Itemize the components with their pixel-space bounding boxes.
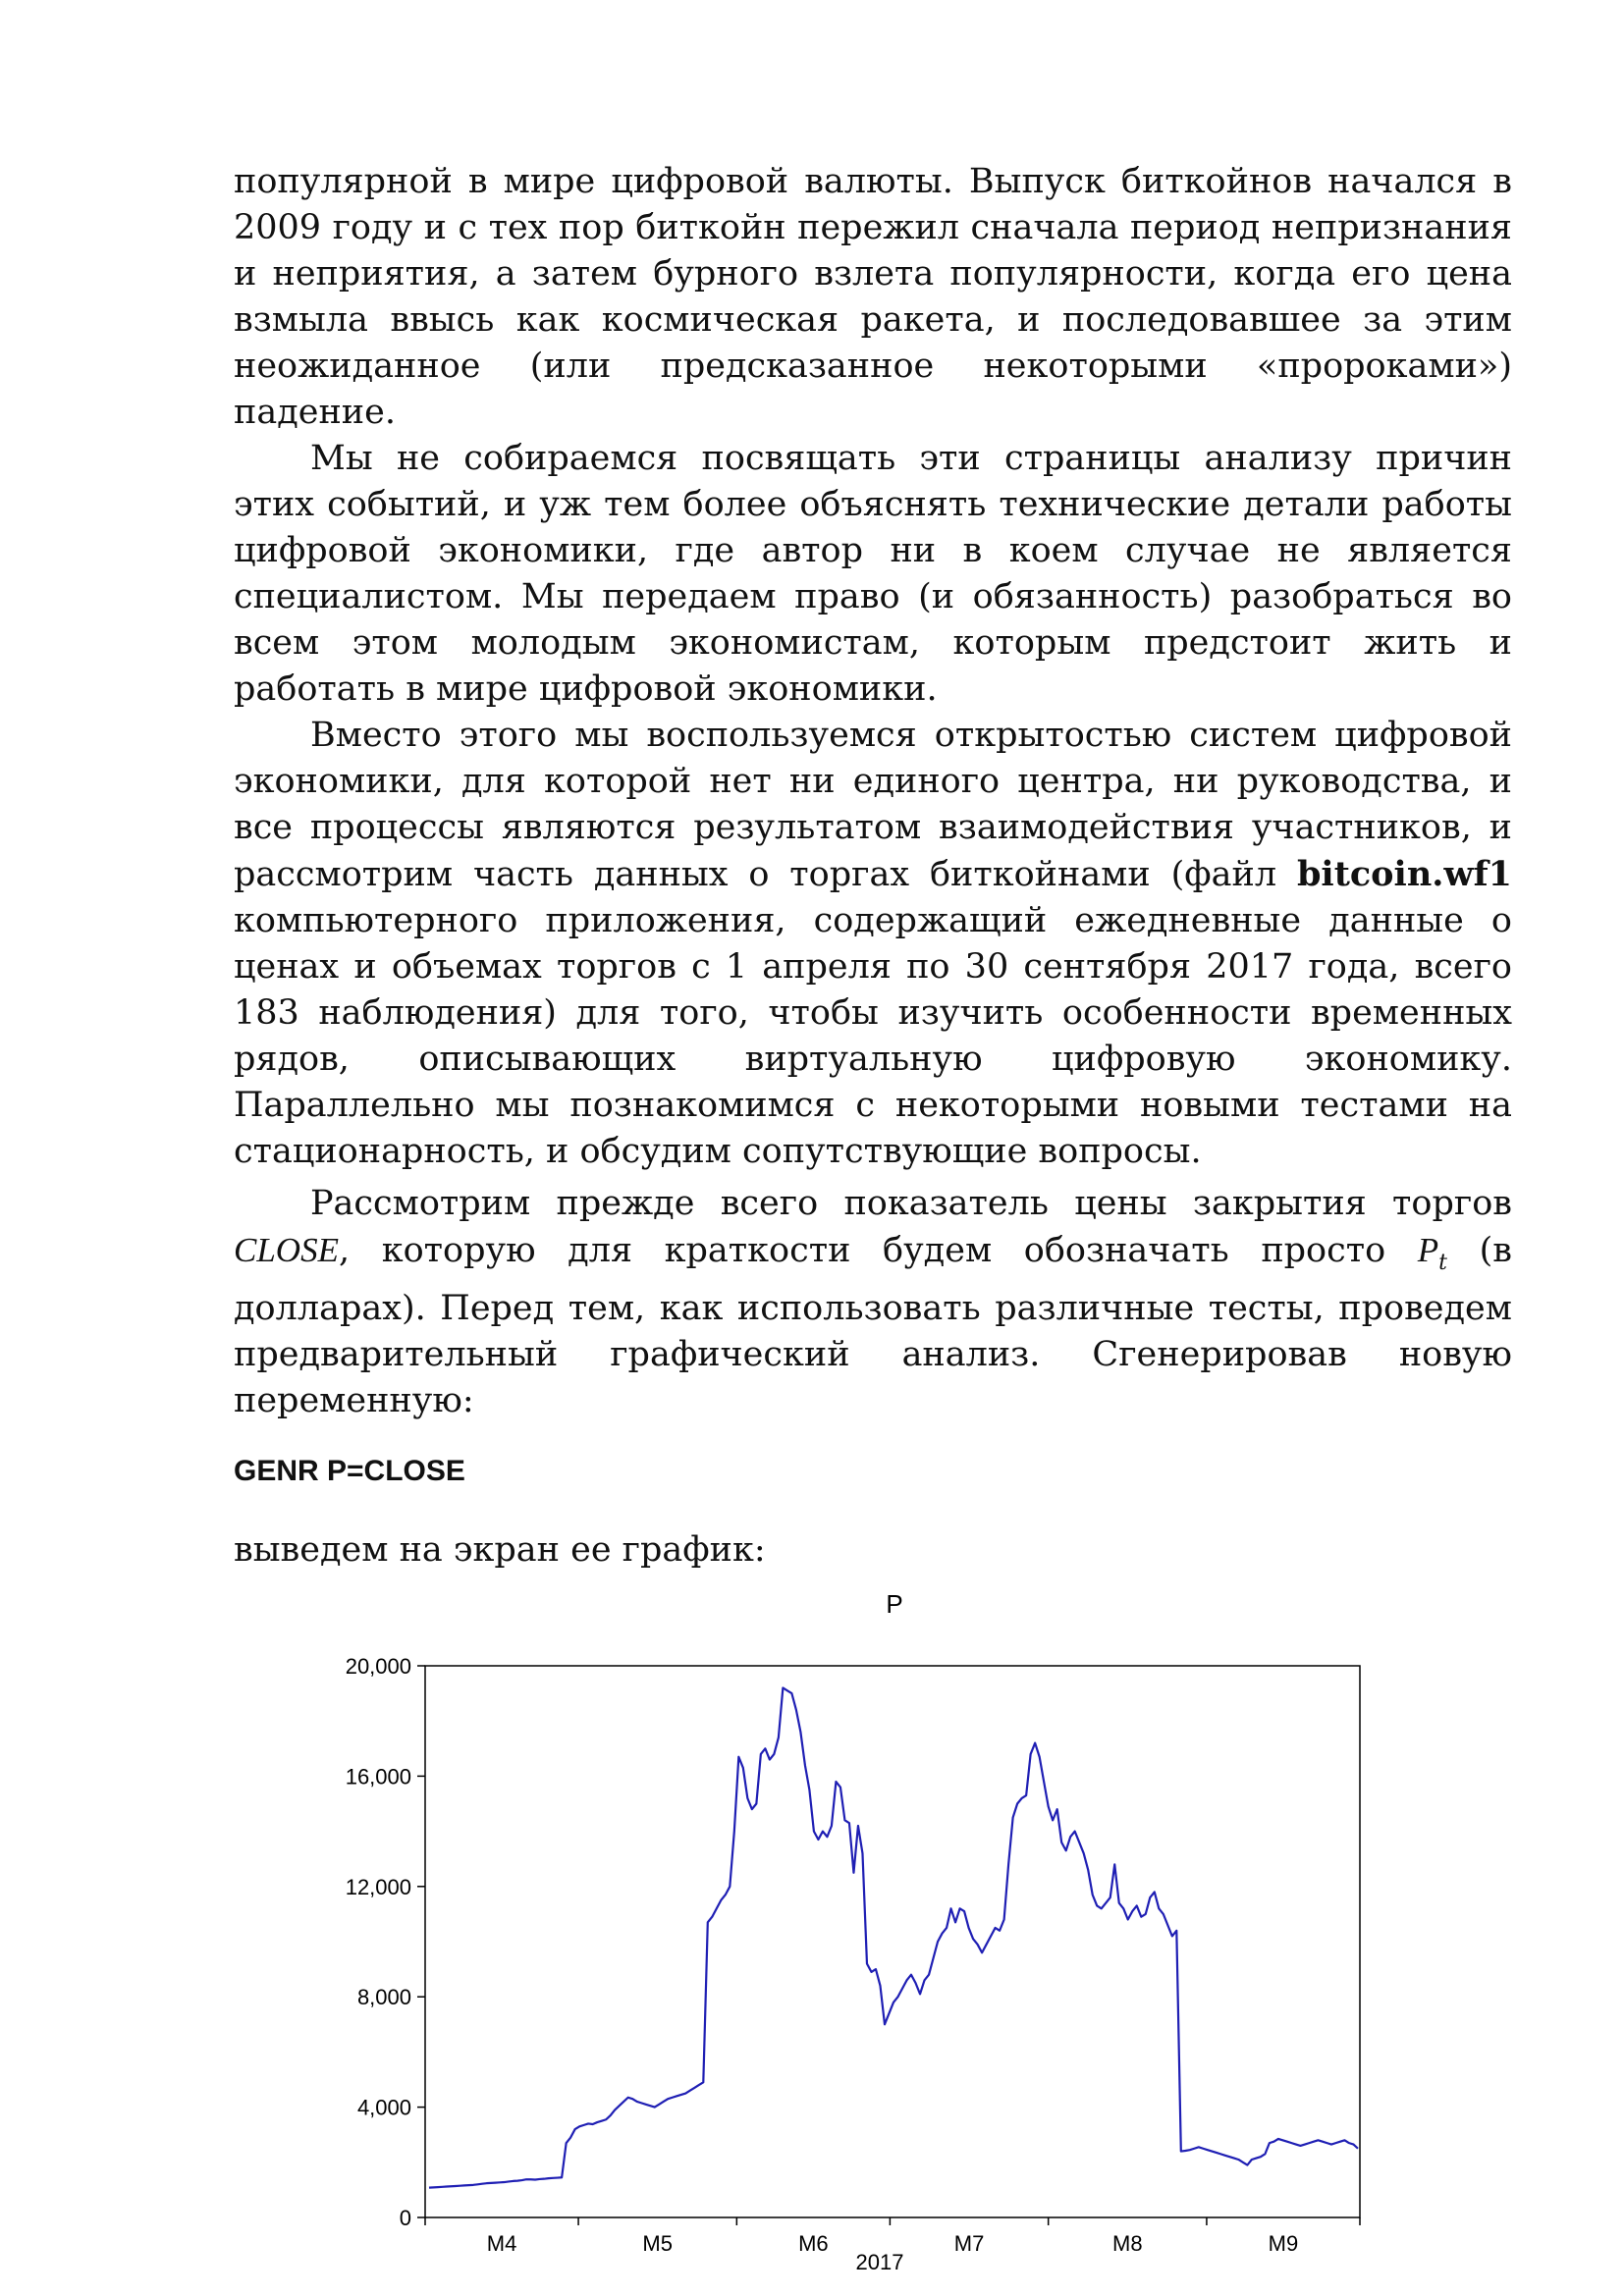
- plot-frame: [425, 1666, 1360, 2217]
- price-chart: [295, 1571, 1394, 2277]
- paragraph-3: [234, 713, 1512, 1175]
- x-tick-label: M6: [798, 2231, 829, 2256]
- symbol-p: P: [1417, 1231, 1439, 1269]
- file-name: bitcoin.wf1: [1296, 854, 1512, 894]
- paragraph-2: Мы не собираемся посвящать эти страницы анализу причин этих событий, и уж тем более объяснять технические детали работы цифровой экономики, где автор ни в коем случае не является специалистом. Мы передаем право (и обязанность) разобраться во всем этом молодым экономистам, которым предстоит жить и работать в мире цифровой экономики.: [234, 439, 1512, 709]
- x-tick-label: M8: [1112, 2231, 1143, 2256]
- y-tick-label: 20,000: [345, 1654, 411, 1679]
- x-axis-label: 2017: [855, 2250, 904, 2274]
- chart-title: P: [886, 1589, 903, 1619]
- paragraph-4-part-3: (в долларах). Перед тем, как использовать различные тесты, проведем предварительный графический анализ. Сгенерировав новую переменную:: [234, 1231, 1512, 1420]
- paragraph-4-part-2: , которую для краткости будем обозначать просто: [338, 1231, 1418, 1270]
- y-tick-label: 12,000: [345, 1874, 411, 1899]
- y-tick-label: 8,000: [356, 1985, 411, 2010]
- paragraph-1: популярной в мире цифровой валюты. Выпуск биткойнов начался в 2009 году и с тех пор биткойн пережил сначала период непризнания и неприятия, а затем бурного взлета популярности, когда его цена взмыла ввысь как космическая ракета, и последовавшее за этим неожиданное (или предсказанное некоторыми «пророками») падение.: [234, 162, 1512, 432]
- y-axis: [346, 1654, 425, 2230]
- paragraph-4-part-1: Рассмотрим прежде всего показатель цены закрытия торгов: [310, 1184, 1512, 1223]
- x-tick-label: M9: [1268, 2231, 1299, 2256]
- y-tick-label: 0: [399, 2206, 411, 2230]
- symbol-subscript-t: t: [1438, 1251, 1448, 1275]
- paragraph-4: [234, 1181, 1512, 1424]
- command-line: GENR P=CLOSE: [234, 1455, 465, 1487]
- y-tick-label: 16,000: [345, 1764, 411, 1789]
- document-body: [234, 159, 1512, 1424]
- series-line-p: [429, 1687, 1358, 2187]
- x-tick-label: M7: [953, 2231, 985, 2256]
- x-tick-label: M4: [486, 2231, 517, 2256]
- variable-close: CLOSE: [234, 1231, 339, 1269]
- paragraph-3-part-2: компьютерного приложения, содержащий ежедневные данные о ценах и объемах торгов с 1 апреля по 30 сентября 2017 года, всего 183 наблюдения) для того, чтобы изучить особенности временных рядов, описывающих виртуальную цифровую экономику. Параллельно мы познакомимся с некоторыми новыми тестами на стационарность, и обсудим сопутствующие вопросы.: [234, 901, 1512, 1171]
- chart-caption: выведем на экран ее график:: [234, 1530, 766, 1570]
- x-tick-label: M5: [642, 2231, 673, 2256]
- paragraph-3-part-1: Вместо этого мы воспользуемся открытостью систем цифровой экономики, для которой нет ни единого центра, ни руководства, и все процессы являются результатом взаимодействия участников, и рассмотрим часть данных о торгах биткойнами (файл: [234, 716, 1512, 894]
- y-tick-label: 4,000: [356, 2095, 411, 2120]
